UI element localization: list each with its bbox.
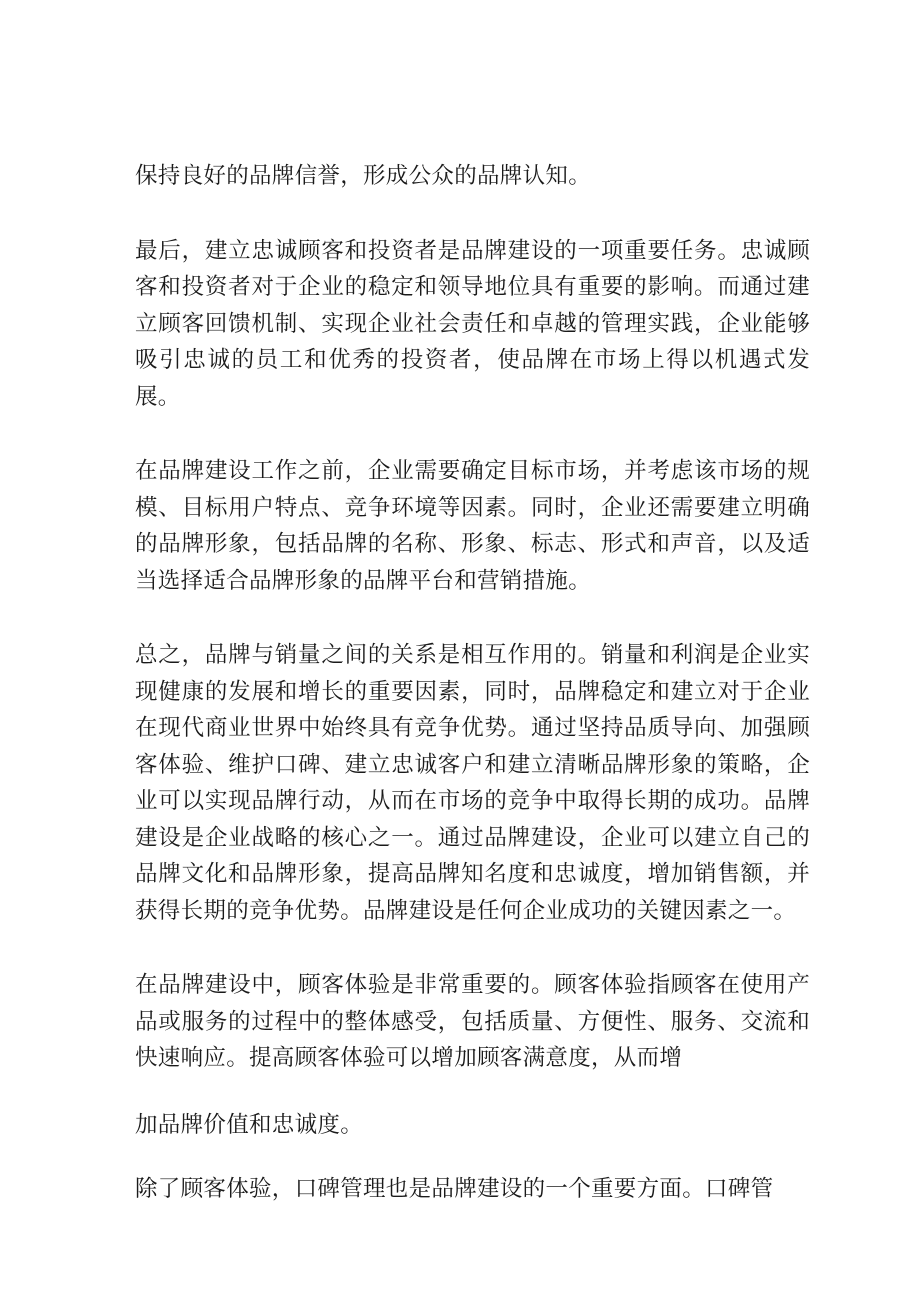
- paragraph-1: 保持良好的品牌信誉，形成公众的品牌认知。: [135, 163, 592, 189]
- paragraph-4: 总之，品牌与销量之间的关系是相互作用的。销量和利润是企业实现健康的发展和增长的重要因素，同时，品牌稳定和建立对于企业在现代商业世界中始终具有竞争优势。通过坚持品质导向、加强顾客体验、维护口碑、建立忠诚客户和建立清晰品牌形象的策略，企业可以实现品牌行动，从而在市场的竞争中取得长期的成功。品牌建设是企业战略的核心之一。通过品牌建设，企业可以建立自己的品牌文化和品牌形象，提高品牌知名度和忠诚度，增加销售额，并获得长期的竞争优势。品牌建设是任何企业成功的关键因素之一。: [135, 642, 810, 924]
- paragraph-7: 除了顾客体验，口碑管理也是品牌建设的一个重要方面。口碑管: [135, 1176, 774, 1202]
- document-body: [135, 158, 810, 1246]
- paragraph-5: 在品牌建设中，顾客体验是非常重要的。顾客体验指顾客在使用产品或服务的过程中的整体感受，包括质量、方便性、服务、交流和快速响应。提高顾客体验可以增加顾客满意度，从而增: [135, 972, 810, 1071]
- paragraph-3: 在品牌建设工作之前，企业需要确定目标市场，并考虑该市场的规模、目标用户特点、竞争环境等因素。同时，企业还需要建立明确的品牌形象，包括品牌的名称、形象、标志、形式和声音，以及适当选择适合品牌形象的品牌平台和营销措施。: [135, 458, 810, 594]
- paragraph-2: 最后，建立忠诚顾客和投资者是品牌建设的一项重要任务。忠诚顾客和投资者对于企业的稳定和领导地位具有重要的影响。而通过建立顾客回馈机制、实现企业社会责任和卓越的管理实践，企业能够吸引忠诚的员工和优秀的投资者，使品牌在市场上得以机遇式发展。: [135, 237, 810, 410]
- paragraph-6: 加品牌价值和忠诚度。: [135, 1111, 364, 1138]
